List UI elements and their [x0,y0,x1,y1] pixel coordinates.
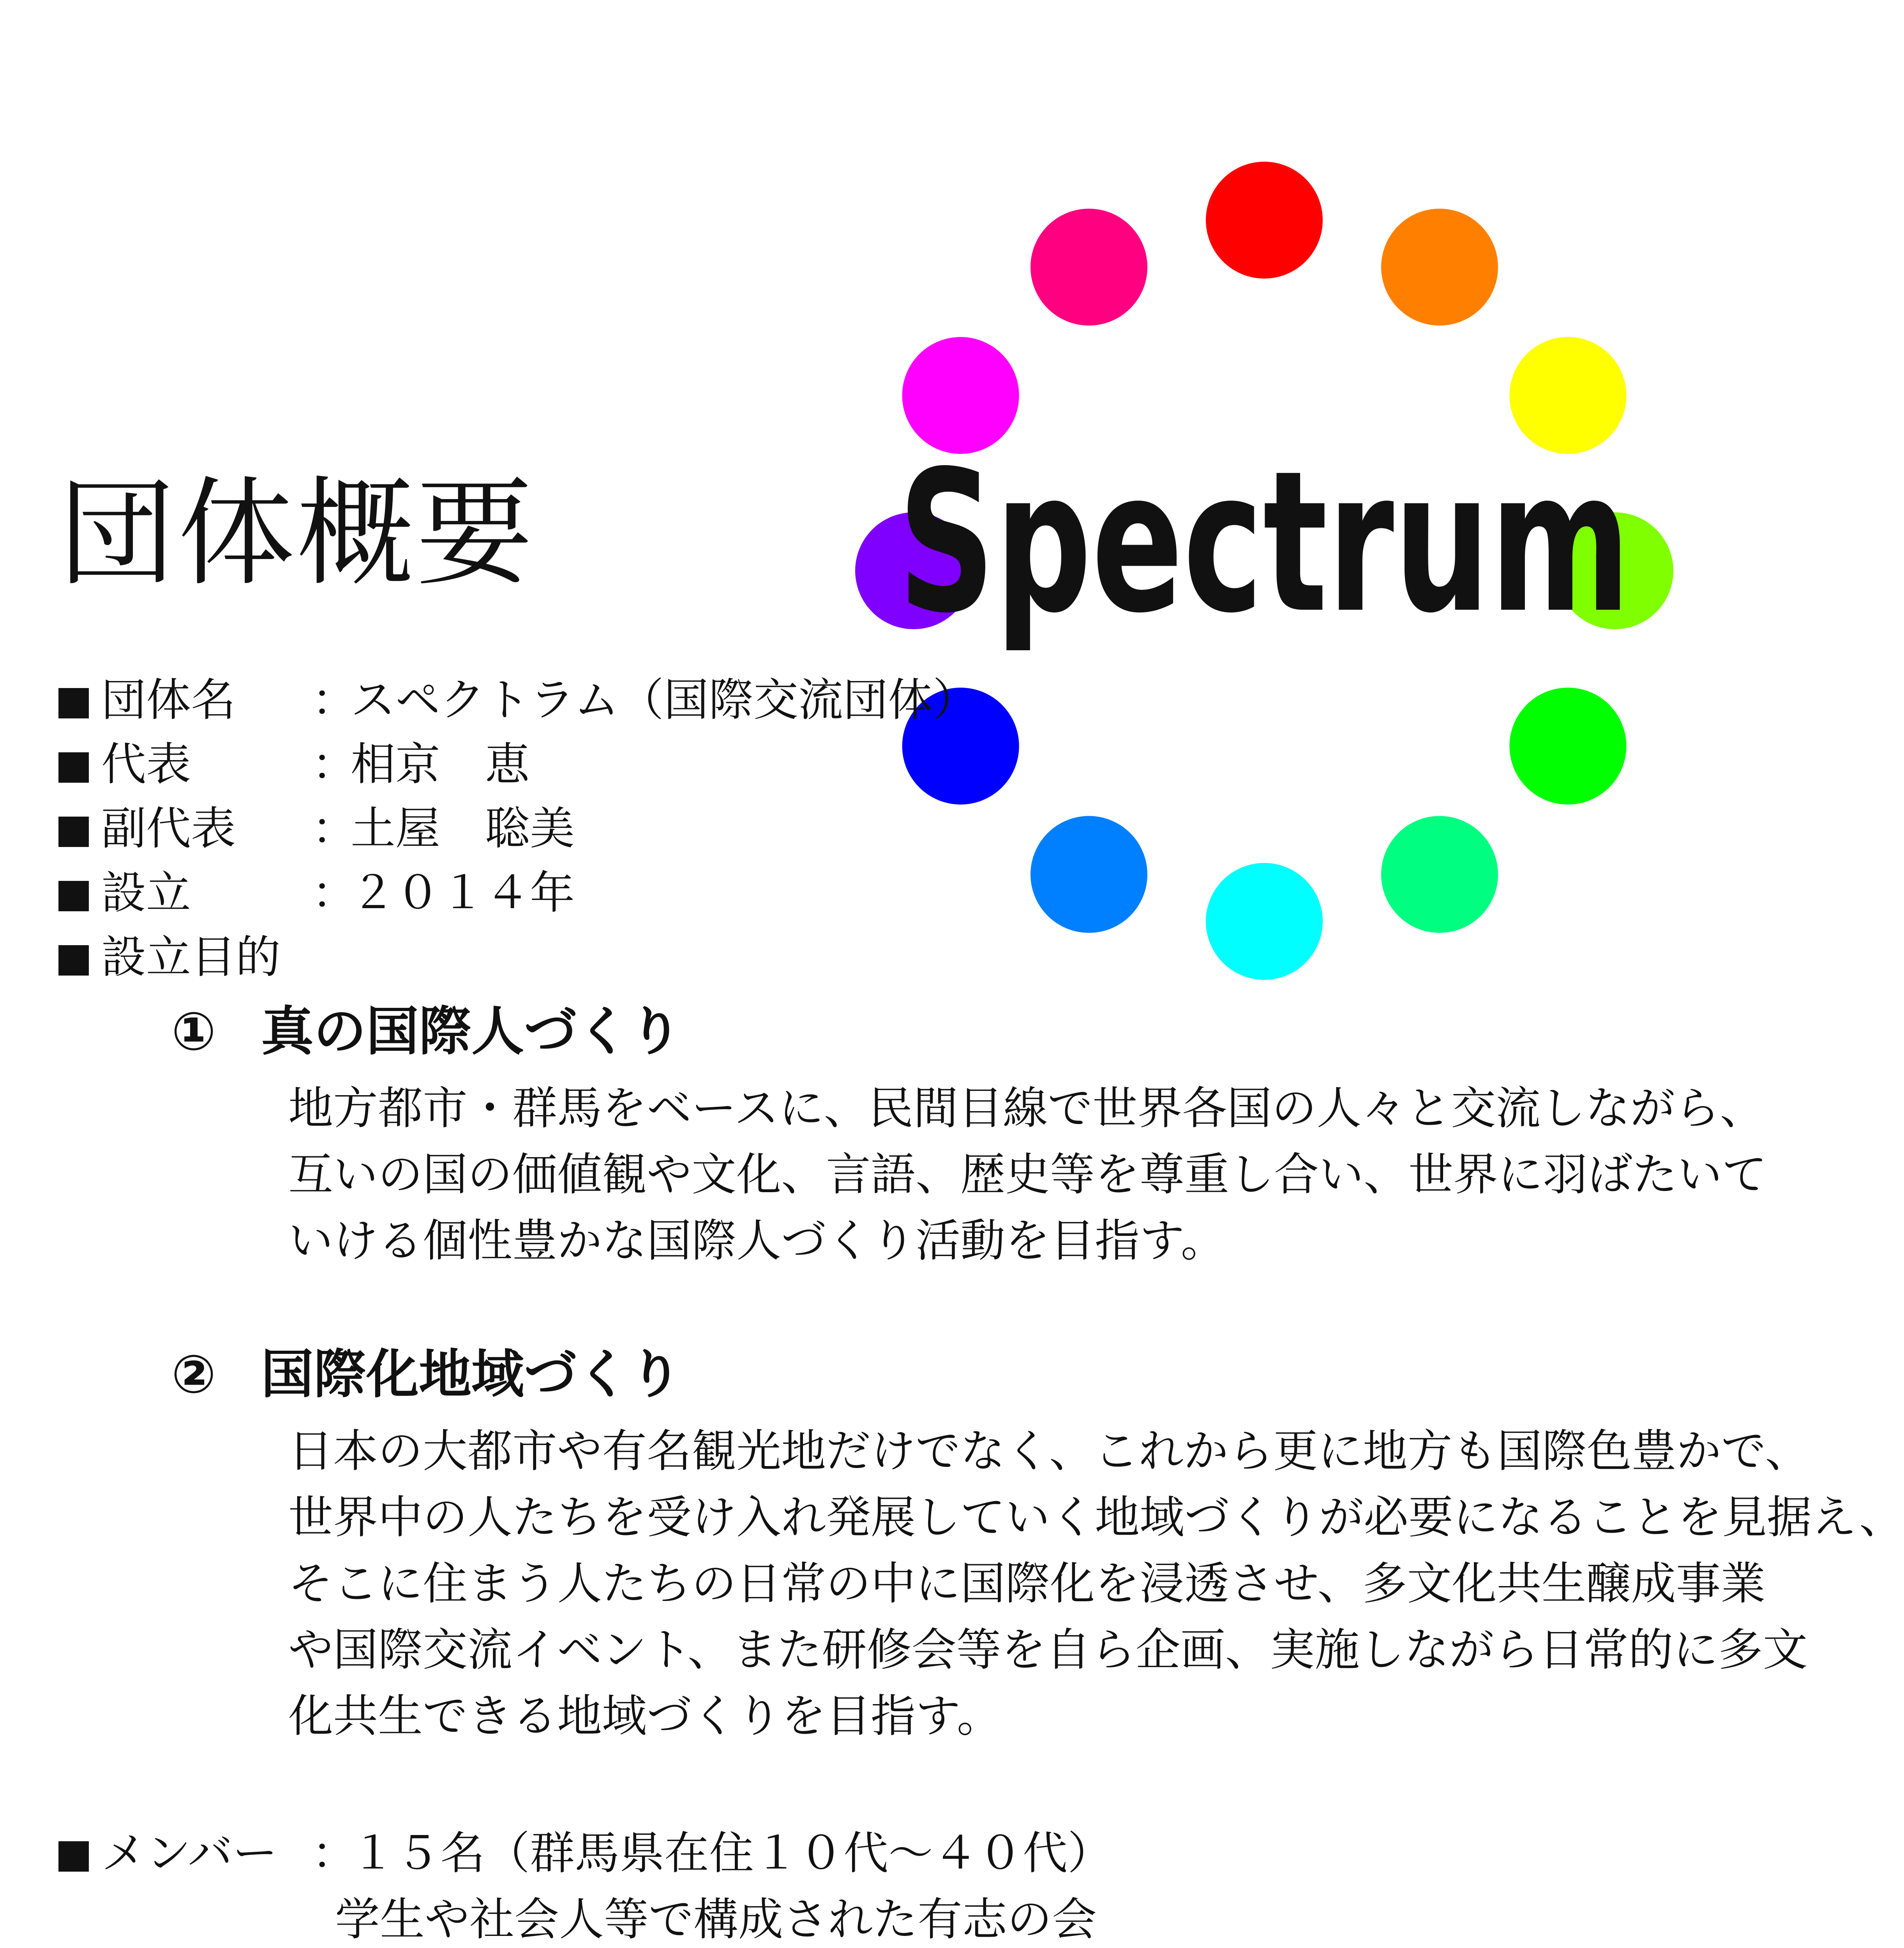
spectrum-logo [849,156,1679,1005]
purpose-item-1-body [288,1075,1767,1274]
logo-color-dot [1031,209,1147,326]
info-value: 相京 恵 [351,738,530,790]
purpose-item-1-title [171,1001,682,1062]
bullet-square-icon [58,874,101,917]
members-note: 学生や社会人等で構成された有志の会 [335,1893,1097,1946]
purpose-title: 国際化地域づくり [261,1344,682,1405]
purpose-item-2-title [171,1344,682,1405]
body-line: 化共生できる地域づくりを目指す。 [288,1690,1002,1742]
logo-color-dot [1031,816,1147,933]
page-title: 団体概要 [58,466,535,602]
info-row-vice-representative: 副代表 ：土屋 聡美 [58,806,575,852]
logo-graphic [849,156,1679,1005]
bullet-square-icon [58,681,101,724]
members-key: メンバー [101,1827,277,1879]
members-row: メンバー ：１５名（群馬県在住１０代～４０代） [58,1831,1112,1877]
body-line: や国際交流イベント、また研修会等を自ら企画、実施しながら日常的に多文 [288,1624,1808,1676]
body-line: 世界中の人たちを受け入れ発展していく地域づくりが必要になることを見据え、 [288,1491,1904,1544]
info-key: 副代表 [101,803,236,855]
logo-wordmark: Spectrum [898,429,1630,656]
bullet-square-icon [58,810,101,852]
info-row-founded: 設立 ：２０１４年 [58,871,575,917]
bullet-square-icon [58,745,101,788]
body-line: 日本の大都市や有名観光地だけでなく、これから更に地方も国際色豊かで、 [288,1425,1810,1477]
info-key: 団体名 [101,674,236,726]
purpose-number: ① [171,1001,216,1062]
body-line: そこに住まう人たちの日常の中に国際化を浸透させ、多文化共生醸成事業 [288,1558,1766,1610]
purpose-label: 設立目的 [101,931,281,983]
logo-color-dot [1206,863,1323,980]
logo-color-dot [1206,162,1323,279]
info-row-name: 団体名 ：スペクトラム（国際交流団体） [58,678,978,724]
members-value: １５名（群馬県在住１０代～４０代） [351,1827,1113,1879]
info-row-representative: 代表 ：相京 恵 [58,742,530,788]
body-line: 地方都市・群馬をベースに、民間目線で世界各国の人々と交流しながら、 [288,1082,1765,1135]
body-line: 互いの国の価値観や文化、言語、歴史等を尊重し合い、世界に羽ばたいて [288,1149,1767,1201]
info-value: スペクトラム（国際交流団体） [351,674,978,726]
info-value: 土屋 聡美 [351,803,575,855]
info-key: 設立 [101,867,191,919]
logo-color-dot [1509,688,1626,805]
info-value: ２０１４年 [351,867,575,919]
purpose-heading [58,931,281,983]
bullet-square-icon [58,1834,101,1877]
body-line: いける個性豊かな国際人づくり活動を目指す。 [288,1215,1226,1267]
logo-color-dot [1381,816,1498,933]
purpose-title: 真の国際人づくり [261,1001,682,1062]
purpose-number: ② [171,1344,216,1405]
bullet-square-icon [58,938,101,981]
logo-color-dot [1381,209,1498,326]
purpose-item-2-body [288,1418,1904,1749]
info-key: 代表 [101,738,191,790]
